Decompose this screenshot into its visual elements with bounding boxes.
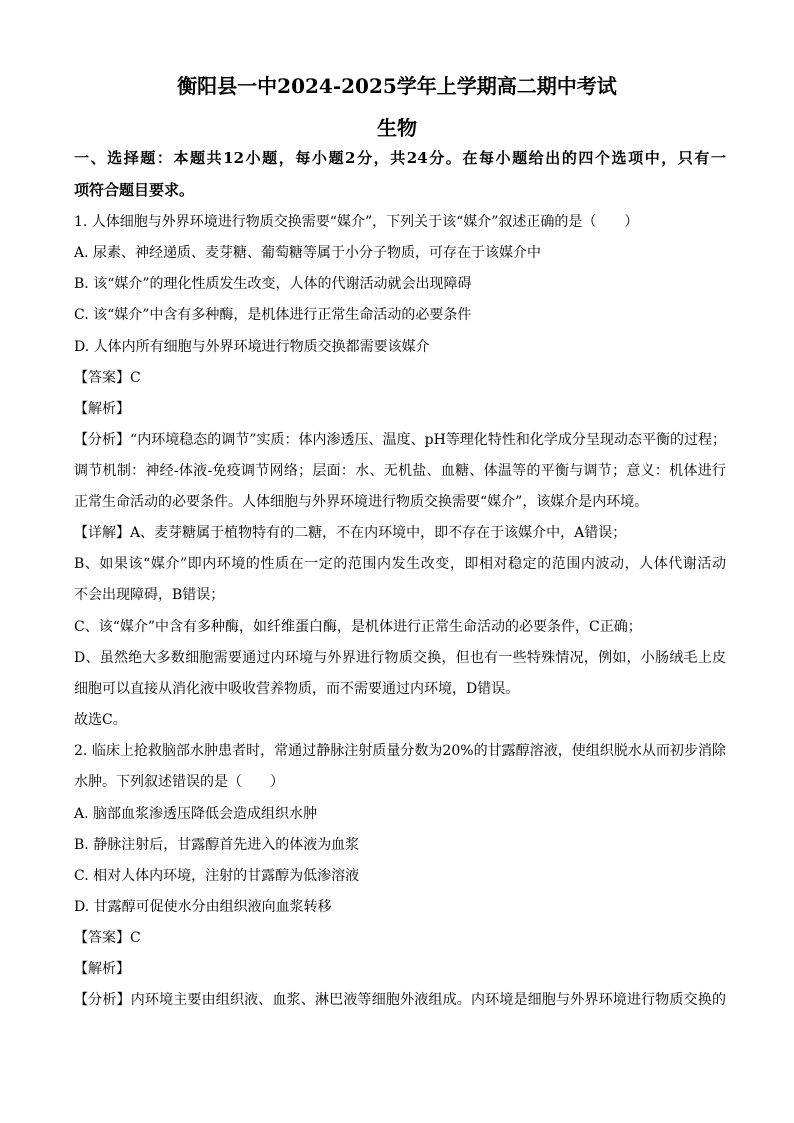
question-1-detail-text: B、如果该“媒介”即内环境的性质在一定的范围内发生改变，即相对稳定的范围内波动，人体代谢活动 <box>74 556 726 572</box>
question-1-detail-text: 不会出现障碍，B错误； <box>74 587 225 603</box>
exam-title: 衡阳县一中2024-2025学年上学期高二期中考试 <box>177 74 617 98</box>
question-1-conclusion: 故选C。 <box>74 712 127 728</box>
question-1-stem: 1. 人体细胞与外界环境进行物质交换需要“媒介”，下列关于该“媒介”叙述正确的是（ ） <box>74 214 639 230</box>
question-2-analysis-label: 【解析】 <box>74 961 130 977</box>
question-1-option-d: D. 人体内所有细胞与外界环境进行物质交换都需要该媒介 <box>74 339 430 355</box>
question-2-answer: 【答案】C <box>74 930 141 946</box>
question-2-stem-cont: 水肿。下列叙述错误的是（ ） <box>74 774 284 790</box>
question-1-option-a: A. 尿素、神经递质、麦芽糖、葡萄糖等属于小分子物质，可存在于该媒介中 <box>74 245 542 261</box>
question-1-option-c: C. 该“媒介”中含有多种酶，是机体进行正常生命活动的必要条件 <box>74 307 472 323</box>
question-1-analysis-text: 【分析】“内环境稳态的调节”实质：体内渗透压、温度、pH等理化特性和化学成分呈现动态平衡的过程； <box>74 432 726 448</box>
question-2-option-a: A. 脑部血浆渗透压降低会造成组织水肿 <box>74 806 318 822</box>
question-1-detail-text: 【详解】A、麦芽糖属于植物特有的二糖，不在内环境中，即不存在于该媒介中，A错误； <box>74 525 627 541</box>
question-1-analysis-text: 正常生命活动的必要条件。人体细胞与外界环境进行物质交换需要“媒介”，该媒介是内环境。 <box>74 494 649 510</box>
subject-title: 生物 <box>377 116 417 140</box>
question-1-detail-text: C、该“媒介”中含有多种酶，如纤维蛋白酶，是机体进行正常生命活动的必要条件，C正确； <box>74 619 642 635</box>
question-2-option-c: C. 相对人体内环境，注射的甘露醇为低渗溶液 <box>74 868 360 884</box>
question-1-detail-text: D、虽然绝大多数细胞需要通过内环境与外界进行物质交换，但也有一些特殊情况，例如，小肠绒毛上皮 <box>74 650 726 666</box>
question-1-detail-text: 细胞可以直接从消化液中吸收营养物质，而不需要通过内环境，D错误。 <box>74 681 520 697</box>
section-heading: 一、选择题：本题共12小题，每小题2分，共24分。在每小题给出的四个选项中，只有一 <box>74 149 726 167</box>
question-2-analysis-text: 【分析】内环境主要由组织液、血浆、淋巴液等细胞外液组成。内环境是细胞与外界环境进行物质交换的 <box>74 992 726 1008</box>
question-2-option-d: D. 甘露醇可促使水分由组织液向血浆转移 <box>74 899 332 915</box>
section-heading-cont: 项符合题目要求。 <box>74 181 195 199</box>
question-1-option-b: B. 该“媒介”的理化性质发生改变，人体的代谢活动就会出现障碍 <box>74 276 472 292</box>
question-2-stem: 2. 临床上抢救脑部水肿患者时，常通过静脉注射质量分数为20%的甘露醇溶液，使组织脱水从而初步消除 <box>74 743 726 759</box>
question-1-analysis-label: 【解析】 <box>74 401 130 417</box>
question-1-analysis-text: 调节机制：神经-体液-免疫调节网络；层面：水、无机盐、血糖、体温等的平衡与调节；意义：机体进行 <box>74 463 726 479</box>
question-2-option-b: B. 静脉注射后，甘露醇首先进入的体液为血浆 <box>74 837 360 853</box>
question-1-answer: 【答案】C <box>74 370 141 386</box>
